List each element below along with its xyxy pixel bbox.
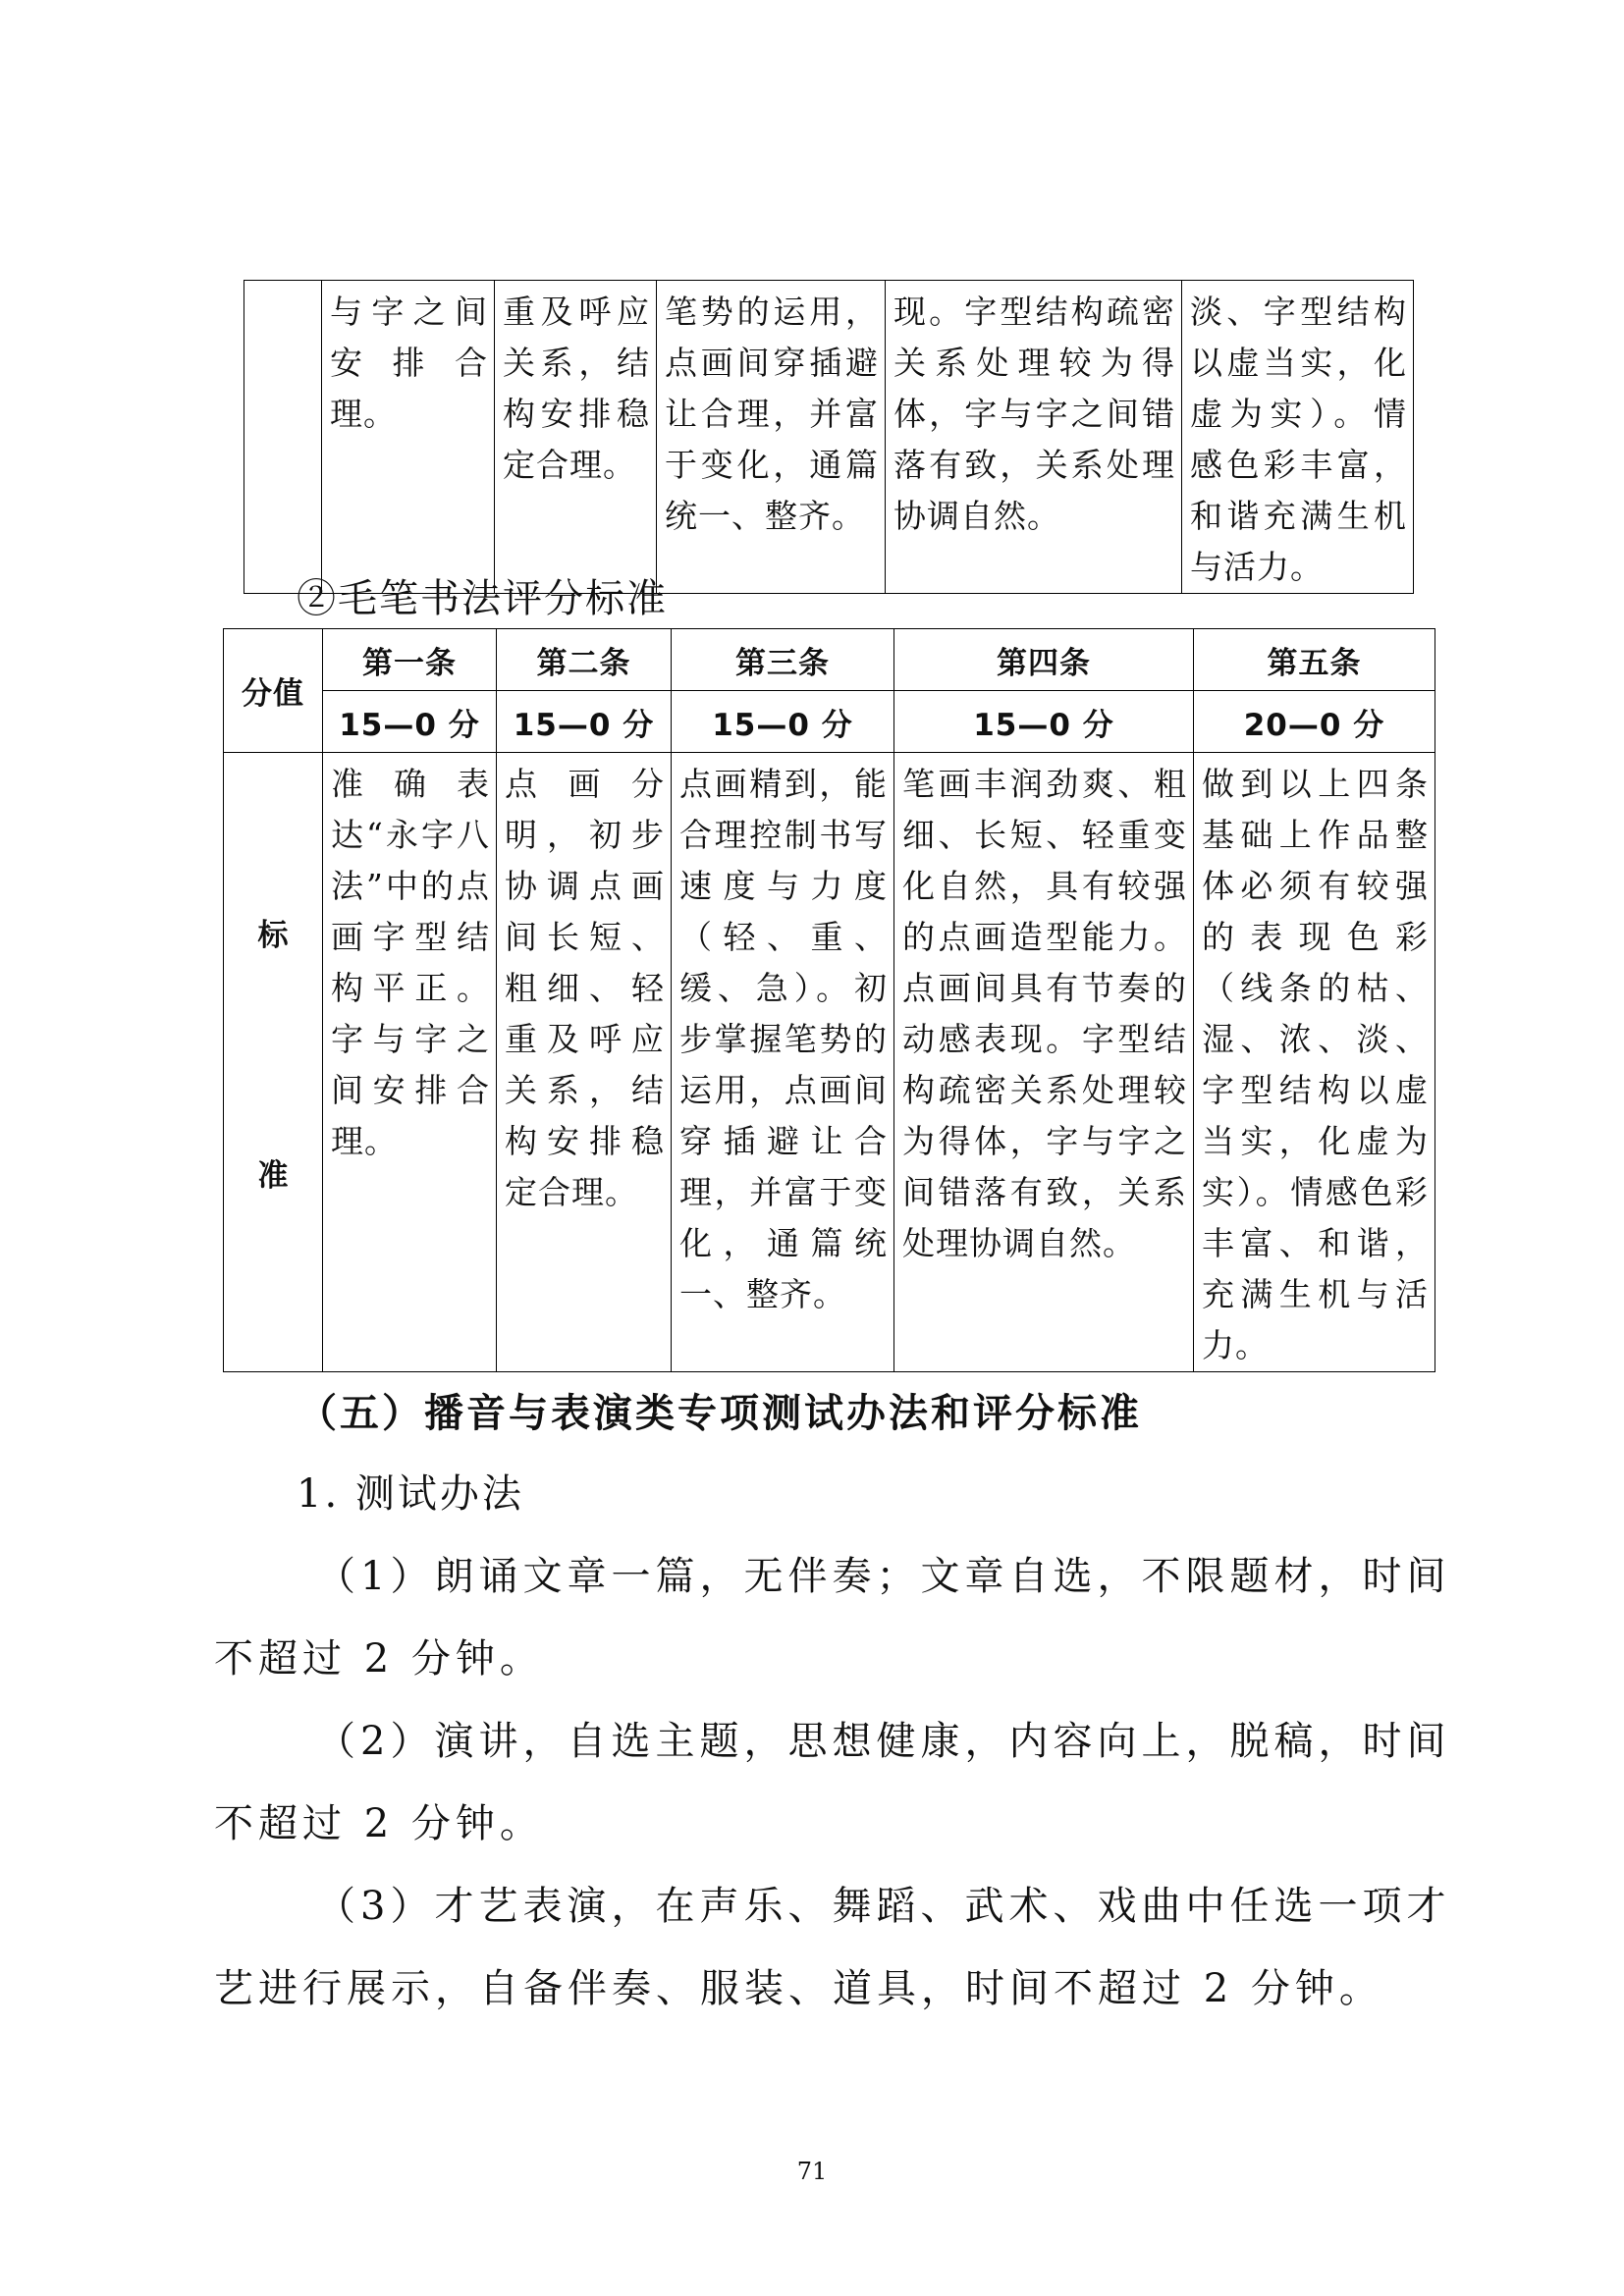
method-title: 1. 测试办法: [297, 1471, 524, 1517]
header-rule-3: 第三条: [672, 629, 894, 691]
header-rule-2: 第二条: [497, 629, 672, 691]
test-item-3: （3）才艺表演，在声乐、舞蹈、武术、戏曲中任选一项才艺进行展示，自备伴奏、服装、道具，时间不超过 2 分钟。: [214, 1884, 1451, 2011]
header-rule-1: 第一条: [323, 629, 497, 691]
score-rule-4: 15—0 分: [894, 691, 1194, 753]
brush-calligraphy-table: [223, 628, 1435, 1372]
header-rule-4: 第四条: [894, 629, 1194, 691]
page-number: 71: [796, 2158, 828, 2185]
table-cell: 笔势的运用，点画间穿插避让合理，并富于变化，通篇统一、整齐。: [657, 281, 886, 594]
standard-label: [224, 753, 323, 1372]
standard-rule-2: 点画分明，初步协调点画间长短、粗细、轻重及呼应关系，结构安排稳定合理。: [497, 753, 672, 1372]
standard-rule-3: 点画精到，能合理控制书写速度与力度（轻、重、缓、急）。初步掌握笔势的运用，点画间穿插避让合理，并富于变化，通篇统一、整齐。: [672, 753, 894, 1372]
brush-calligraphy-caption: ②毛笔书法评分标准: [297, 576, 668, 621]
standard-rule-5: 做到以上四条基础上作品整体必须有较强的表现色彩（线条的枯、湿、浓、淡、字型结构以虚当实，化虚为实）。情感色彩丰富、和谐，充满生机与活力。: [1194, 753, 1435, 1372]
score-rule-3: 15—0 分: [672, 691, 894, 753]
table-cell: 重及呼应关系，结构安排稳定合理。: [495, 281, 657, 594]
score-rule-1: 15—0 分: [323, 691, 497, 753]
section-heading: （五）播音与表演类专项测试办法和评分标准: [298, 1390, 1142, 1436]
test-item-1: （1）朗诵文章一篇，无伴奏；文章自选，不限题材，时间不超过 2 分钟。: [214, 1554, 1451, 1682]
test-item-2: （2）演讲，自选主题，思想健康，内容向上，脱稿，时间不超过 2 分钟。: [214, 1719, 1451, 1846]
score-rule-2: 15—0 分: [497, 691, 672, 753]
header-rule-5: 第五条: [1194, 629, 1435, 691]
table-cell: 与字之间安排合理。: [322, 281, 495, 594]
table-cell: 淡、字型结构以虚当实，化虚为实）。情感色彩丰富，和谐充满生机与活力。: [1182, 281, 1414, 594]
standard-rule-1: 准确表达“永字八法”中的点画字型结构平正。字与字之间安排合理。: [323, 753, 497, 1372]
standard-label-char-2: 准: [257, 1158, 289, 1194]
table-cell: [244, 281, 322, 594]
standard-label-char-1: 标: [257, 918, 289, 953]
hard-pen-table-continuation: [244, 280, 1414, 594]
score-rule-5: 20—0 分: [1194, 691, 1435, 753]
standard-rule-4: 笔画丰润劲爽、粗细、长短、轻重变化自然，具有较强的点画造型能力。点画间具有节奏的动感表现。字型结构疏密关系处理较为得体，字与字之间错落有致，关系处理协调自然。: [894, 753, 1194, 1372]
table-cell: 现。字型结构疏密关系处理较为得体，字与字之间错落有致，关系处理协调自然。: [886, 281, 1182, 594]
score-label: 分值: [224, 629, 323, 753]
